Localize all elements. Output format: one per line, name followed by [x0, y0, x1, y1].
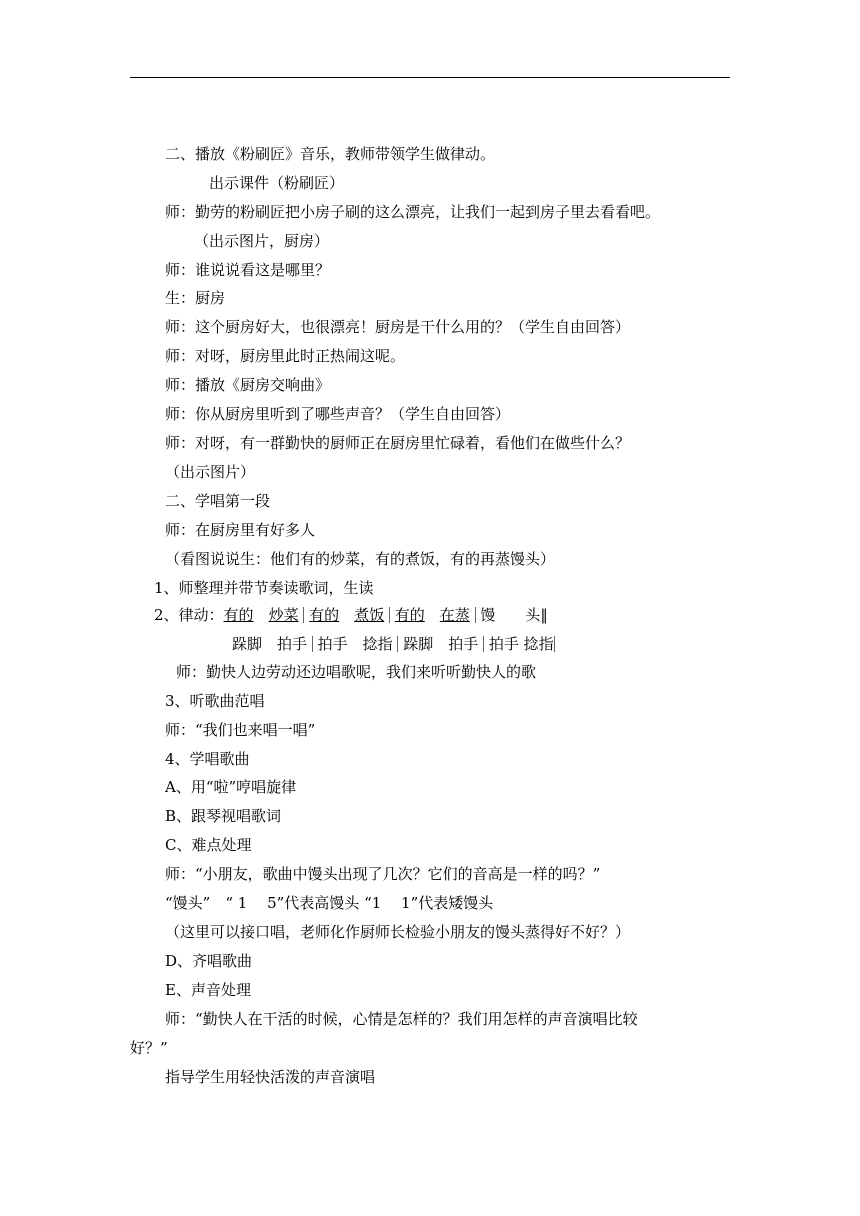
text-line: 师：这个厨房好大，也很漂亮！厨房是干什么用的？（学生自由回答） — [165, 318, 631, 336]
text-line: 好？” — [130, 1039, 168, 1057]
text-line: 师：在厨房里有好多人 — [165, 521, 316, 539]
bar-line — [312, 636, 313, 652]
bar-line — [475, 607, 476, 623]
text-line: 师：播放《厨房交响曲》 — [165, 376, 331, 394]
text-line: 生：厨房 — [165, 289, 226, 307]
text-line: 4、学唱歌曲 — [165, 750, 250, 768]
text-line: （出示图片，厨房） — [194, 232, 330, 250]
text-line: 师：“小朋友，歌曲中馒头出现了几次？它们的音高是一样的吗？” — [165, 865, 601, 883]
text-line: 师：对呀，有一群勤快的厨师正在厨房里忙碌着，看他们在做些什么？ — [165, 434, 631, 452]
text-line: 指导学生用轻快活泼的声音演唱 — [165, 1068, 376, 1086]
bar-line — [389, 607, 390, 623]
header-rule — [130, 77, 730, 78]
text-line: E、声音处理 — [165, 981, 251, 999]
rhythm-label: 2、律动： — [154, 606, 224, 624]
rhythm-word: 煮饭 — [354, 606, 385, 624]
rhythm-action: 捻指 — [362, 635, 393, 653]
text-line: 师：你从厨房里听到了哪些声音？（学生自由回答） — [165, 405, 511, 423]
rhythm-word: 有的 — [309, 606, 340, 624]
rhythm-action: 拍手 — [317, 635, 348, 653]
text-line: 出示课件（粉刷匠） — [209, 174, 345, 192]
rhythm-action: 拍手 — [488, 635, 519, 653]
text-line: “馒头” “ 1 5”代表高馒头 “1 1”代表矮馒头 — [165, 894, 494, 912]
bar-line — [483, 636, 484, 652]
text-line: C、难点处理 — [165, 836, 252, 854]
rhythm-word: 在蒸 — [439, 606, 470, 624]
text-line: B、跟琴视唱歌词 — [165, 807, 282, 825]
text-line: （看图说说生：他们有的炒菜，有的煮饭，有的再蒸馒头） — [165, 550, 556, 568]
rhythm-action: 跺脚 — [403, 635, 434, 653]
text-line: （这里可以接口唱，老师化作厨师长检验小朋友的馒头蒸得好不好？） — [165, 923, 631, 941]
text-line: 师：谁说说看这是哪里？ — [165, 261, 331, 279]
text-line: 3、听歌曲范唱 — [165, 692, 265, 710]
rhythm-words-row — [154, 605, 548, 625]
text-line: 二、播放《粉刷匠》音乐，教师带领学生做律动。 — [165, 145, 496, 163]
rhythm-word: 有的 — [223, 606, 254, 624]
text-line: A、用“啦”哼唱旋律 — [165, 778, 297, 796]
rhythm-action: 跺脚 — [232, 635, 263, 653]
text-line: 师：勤快人边劳动还边唱歌呢，我们来听听勤快人的歌 — [176, 663, 537, 681]
rhythm-word: 馒 — [480, 606, 496, 624]
text-line: 师：“勤快人在干活的时候，心情是怎样的？我们用怎样的声音演唱比较 — [165, 1010, 638, 1028]
text-line: （出示图片） — [165, 463, 256, 481]
end-bar-mark: ‖ — [540, 606, 548, 624]
section-heading: 二、学唱第一段 — [165, 492, 271, 510]
text-line: 师：对呀，厨房里此时正热闹这呢。 — [165, 347, 406, 365]
text-line: 师：“我们也来唱一唱” — [165, 721, 316, 739]
rhythm-word: 头 — [525, 606, 541, 624]
rhythm-action: 拍手 — [277, 635, 308, 653]
text-line: D、齐唱歌曲 — [165, 952, 253, 970]
text-line: 1、师整理并带节奏读歌词，生读 — [154, 579, 374, 597]
bar-line — [397, 636, 398, 652]
bar-line — [303, 607, 304, 623]
rhythm-action: 拍手 — [448, 635, 479, 653]
rhythm-actions-row — [232, 634, 555, 654]
rhythm-word: 有的 — [394, 606, 425, 624]
rhythm-action: 捻指 — [523, 635, 554, 653]
text-line: 师：勤劳的粉刷匠把小房子刷的这么漂亮，让我们一起到房子里去看看吧。 — [165, 203, 661, 221]
rhythm-word: 炒菜 — [268, 606, 299, 624]
bar-line — [554, 636, 555, 652]
